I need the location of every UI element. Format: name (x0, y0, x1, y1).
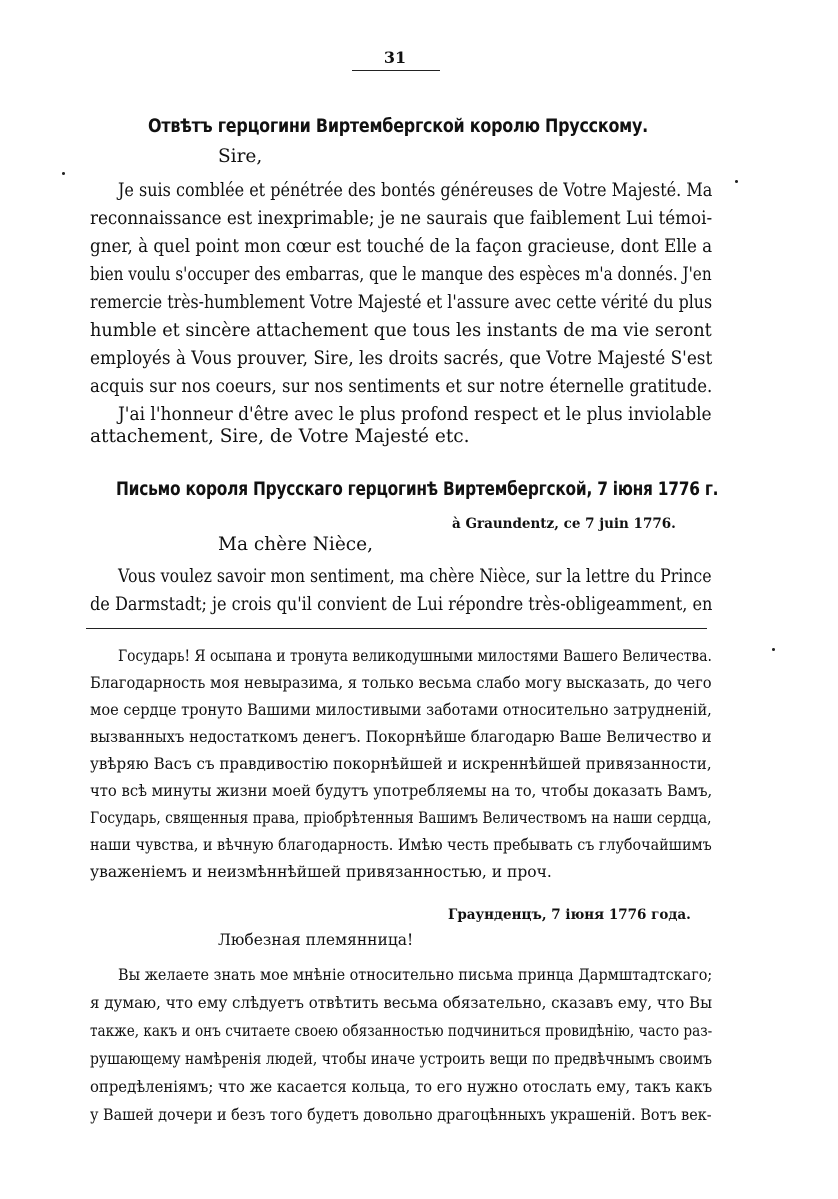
paragraph-line: de Darmstadt; je crois qu'il convient de Lui répondre très-obligeamment, en (90, 594, 713, 615)
dateline-french: à Graundentz, ce 7 juin 1776. (452, 516, 676, 532)
translation-line: увѣряю Васъ съ правдивостію покорнѣйшей и искреннѣйшей привязанности, (90, 755, 712, 773)
paragraph-line: reconnaissance est inexprimable; je ne saurais que faiblement Lui témoi- (90, 208, 713, 229)
footnote-separator (86, 628, 707, 629)
scan-speck (735, 180, 738, 183)
page-number-rule (352, 70, 440, 71)
paragraph-line: J'ai l'honneur d'être avec le plus profond respect et le plus inviolable (118, 404, 712, 425)
translation-line: наши чувства, и вѣчную благодарность. Имѣю честь пребывать съ глубочайшимъ (90, 836, 712, 854)
salutation-russian: Любезная племянница! (218, 931, 414, 949)
page-number: 31 (383, 48, 407, 67)
translation-line: Государь! Я осыпана и тронута великодушными милостями Вашего Величества. (118, 647, 712, 665)
translation-line: уваженіемъ и неизмѣннѣйшей привязанностью, и проч. (90, 863, 552, 881)
paragraph-line: Vous voulez savoir mon sentiment, ma chère Nièce, sur la lettre du Prince (118, 566, 712, 587)
paragraph-line: remercie très-humblement Votre Majesté et l'assure avec cette vérité du plus (90, 292, 713, 313)
paragraph-line: gner, à quel point mon cœur est touché de la façon gracieuse, dont Elle a (90, 236, 713, 257)
salutation-1: Sire, (218, 146, 263, 167)
translation-line: что всѣ минуты жизни моей будутъ употребляемы на то, чтобы доказать Вамъ, (90, 782, 713, 800)
salutation-2: Ma chère Nièce, (218, 534, 373, 555)
translation-line: Благодарность моя невыразима, я только весьма слабо могу высказать, до чего (90, 674, 712, 692)
translation-line: мое сердце тронуто Вашими милостивыми заботами относительно затрудненій, (90, 701, 712, 719)
section-title-1: Отвѣтъ герцогини Виртембергской королю Прусскому. (148, 115, 648, 137)
section-title-2: Письмо короля Прусскаго герцогинѣ Виртембергской, 7 іюня 1776 г. (116, 478, 719, 500)
translation-line: опредѣленіямъ; что же касается кольца, то его нужно отослать ему, такъ какъ (90, 1078, 713, 1096)
dateline-russian: Граунденцъ, 7 іюня 1776 года. (448, 907, 691, 923)
translation-line: также, какъ и онъ считаете своею обязанностью подчиниться провидѣнію, часто раз- (90, 1022, 713, 1040)
translation-line: вызванныхъ недостаткомъ денегъ. Покорнѣйше благодарю Ваше Величество и (90, 728, 712, 746)
scan-speck (62, 172, 65, 175)
paragraph-line: acquis sur nos coeurs, sur nos sentiments et sur notre éternelle gratitude. (90, 376, 713, 397)
translation-line: Вы желаете знать мое мнѣніе относительно письма принца Дармштадтскаго; (118, 966, 713, 984)
translation-line: я думаю, что ему слѣдуетъ отвѣтить весьма обязательно, сказавъ ему, что Вы (90, 994, 713, 1012)
translation-line: Государь, священныя права, пріобрѣтенныя Вашимъ Величествомъ на наши сердца, (90, 809, 712, 827)
translation-line: рушающему намѣренія людей, чтобы иначе устроить вещи по предвѣчнымъ своимъ (90, 1050, 712, 1068)
paragraph-line: Je suis comblée et pénétrée des bontés généreuses de Votre Majesté. Ma (118, 180, 713, 201)
scan-speck (772, 648, 775, 651)
translation-line: у Вашей дочери и безъ того будетъ довольно драгоцѣнныхъ украшеній. Вотъ век- (90, 1106, 712, 1124)
paragraph-line: humble et sincère attachement que tous les instants de ma vie seront (90, 320, 712, 341)
paragraph-line: attachement, Sire, de Votre Majesté etc. (90, 426, 470, 447)
paragraph-line: employés à Vous prouver, Sire, les droits sacrés, que Votre Majesté S'est (90, 348, 713, 369)
paragraph-line: bien voulu s'occuper des embarras, que le manque des espèces m'a donnés. J'en (90, 264, 712, 285)
